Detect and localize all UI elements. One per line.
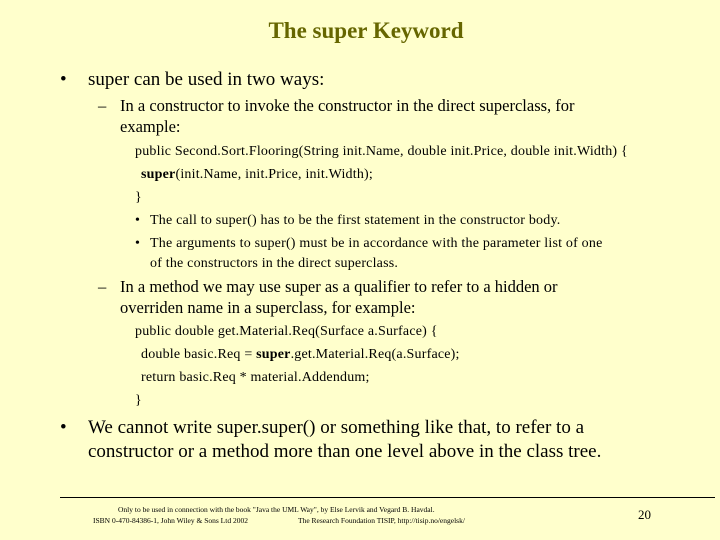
code-line: return basic.Req * material.Addendum;: [141, 370, 370, 385]
page-title: The super Keyword: [268, 18, 464, 43]
code-line: }: [135, 393, 142, 408]
code-text: (init.Name, init.Price, init.Width);: [175, 167, 373, 182]
footer-line-2-left: ISBN 0-470-84386-1, John Wiley & Sons Ltd 2002: [93, 516, 248, 525]
code-line: [141, 163, 373, 186]
note-2-line2: of the constructors in the direct superclass.: [150, 256, 399, 271]
bullet-text-2-line2: constructor or a method more than one level above in the class tree.: [88, 441, 602, 462]
note-1: The call to super() has to be the first statement in the constructor body.: [150, 213, 561, 228]
code-keyword: super: [256, 347, 291, 362]
footer-divider: [60, 497, 715, 498]
code-text: double basic.Req =: [141, 347, 257, 362]
footer-line-2-right: The Research Foundation TISIP, http://tisip.no/engelsk/: [298, 516, 465, 525]
code-line: public double get.Material.Req(Surface a.Surface) {: [135, 324, 438, 339]
code-line: public Second.Sort.Flooring(String init.Name, double init.Price, double init.Width) {: [135, 144, 628, 159]
bullet-marker: •: [135, 213, 141, 228]
subpoint-1a-line1: In a constructor to invoke the constructor in the direct superclass, for: [120, 96, 575, 115]
dash-marker: –: [98, 96, 107, 115]
bullet-marker: •: [135, 236, 141, 251]
subpoint-1a-line2: example:: [120, 117, 181, 136]
bullet-marker: •: [60, 69, 67, 90]
code-keyword: super: [141, 167, 176, 182]
footer-line-1: Only to be used in connection with the book "Java the UML Way", by Else Lervik and Vegard B. Havdal.: [118, 505, 435, 514]
subpoint-1b-line1: In a method we may use super as a qualifier to refer to a hidden or: [120, 277, 558, 296]
bullet-text-2-line1: We cannot write super.super() or something like that, to refer to a: [88, 417, 585, 438]
code-text: .get.Material.Req(a.Surface);: [290, 347, 460, 362]
dash-marker: –: [98, 277, 107, 296]
code-line: }: [135, 190, 142, 205]
subpoint-1b-line2: overriden name in a superclass, for example:: [120, 298, 416, 317]
bullet-text-1: super can be used in two ways:: [88, 69, 325, 90]
code-line: [141, 343, 460, 366]
note-2-line1: The arguments to super() must be in accordance with the parameter list of one: [150, 236, 603, 251]
page-number: 20: [638, 507, 651, 522]
bullet-marker: •: [60, 417, 67, 438]
